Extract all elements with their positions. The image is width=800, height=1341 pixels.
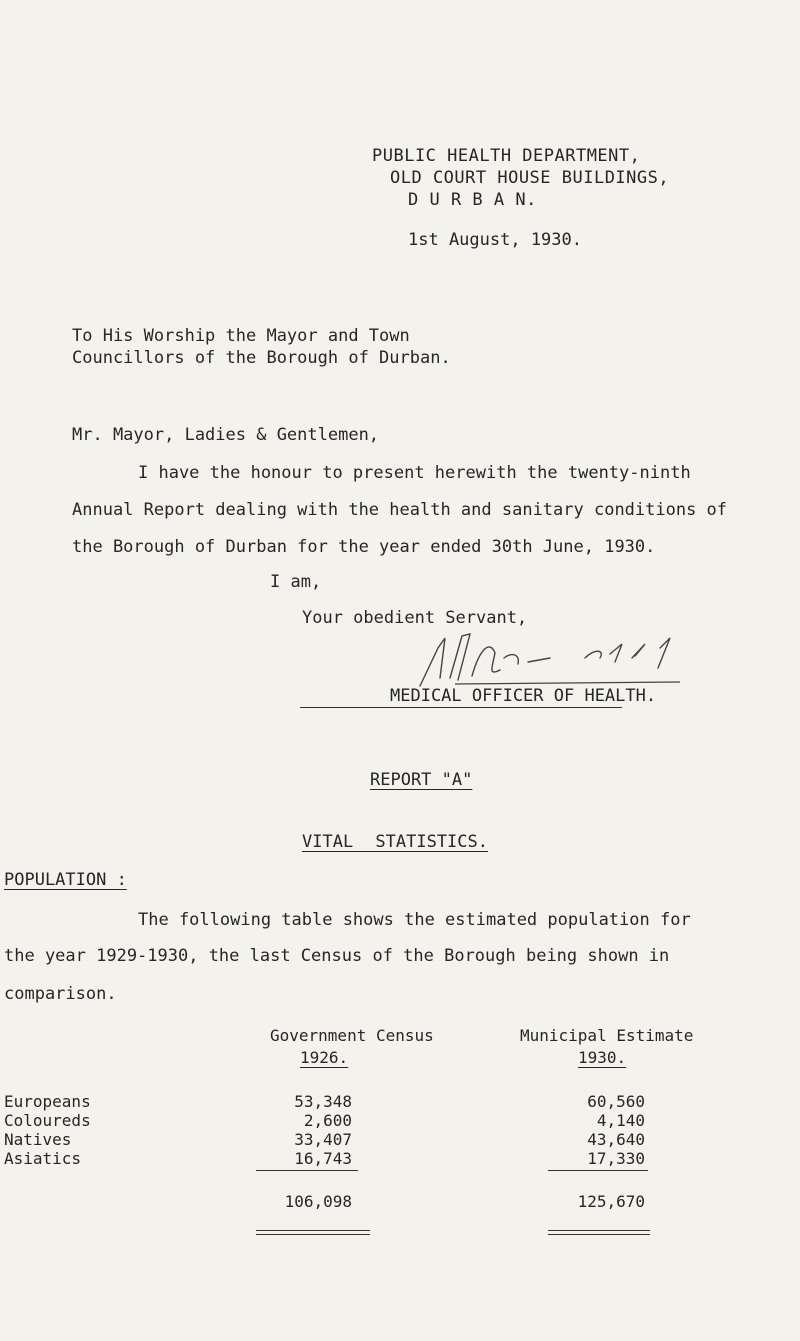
section-heading: VITAL STATISTICS. bbox=[302, 832, 488, 852]
letterhead-line-1: PUBLIC HEALTH DEPARTMENT, bbox=[372, 146, 641, 166]
header-estimate: Municipal Estimate bbox=[520, 1026, 694, 1045]
header-census: Government Census bbox=[270, 1026, 434, 1045]
subtotal-rule-estimate bbox=[548, 1170, 648, 1171]
body-line-2: Annual Report dealing with the health and sanitary conditions of bbox=[72, 500, 728, 520]
report-heading: REPORT "A" bbox=[370, 770, 473, 790]
row-group-asiatics: Asiatics bbox=[4, 1149, 82, 1168]
addressee-line-1: To His Worship the Mayor and Town bbox=[72, 326, 410, 346]
header-census-year: 1926. bbox=[300, 1048, 349, 1067]
row-census-natives: 33,407 bbox=[294, 1130, 352, 1149]
population-para-line-2: the year 1929-1930, the last Census of the Borough being shown in bbox=[4, 946, 670, 966]
row-group-natives: Natives bbox=[4, 1130, 72, 1149]
row-estimate-natives: 43,640 bbox=[587, 1130, 645, 1149]
total-rule-census-2 bbox=[256, 1234, 370, 1235]
total-rule-estimate-2 bbox=[548, 1234, 650, 1235]
letterhead-line-2: OLD COURT HOUSE BUILDINGS, bbox=[390, 168, 670, 188]
signature-rule bbox=[300, 707, 622, 708]
population-para-line-1: The following table shows the estimated population for bbox=[138, 910, 691, 930]
row-estimate-coloureds: 4,140 bbox=[596, 1111, 645, 1130]
signature-title: MEDICAL OFFICER OF HEALTH. bbox=[390, 686, 657, 706]
body-line-3: the Borough of Durban for the year ended 30th June, 1930. bbox=[72, 537, 656, 557]
total-estimate: 125,670 bbox=[577, 1192, 645, 1211]
total-census: 106,098 bbox=[284, 1192, 352, 1211]
addressee-line-2: Councillors of the Borough of Durban. bbox=[72, 348, 451, 368]
salutation: Mr. Mayor, Ladies & Gentlemen, bbox=[72, 425, 380, 445]
closing-line-2: Your obedient Servant, bbox=[302, 608, 528, 628]
total-rule-estimate-1 bbox=[548, 1230, 650, 1231]
population-para-line-3: comparison. bbox=[4, 984, 117, 1004]
total-rule-census-1 bbox=[256, 1230, 370, 1231]
row-census-europeans: 53,348 bbox=[294, 1092, 352, 1111]
letter-date: 1st August, 1930. bbox=[408, 230, 582, 250]
header-estimate-year: 1930. bbox=[578, 1048, 627, 1067]
closing-line-1: I am, bbox=[270, 572, 322, 592]
row-group-europeans: Europeans bbox=[4, 1092, 91, 1111]
row-estimate-europeans: 60,560 bbox=[587, 1092, 645, 1111]
row-census-coloureds: 2,600 bbox=[303, 1111, 352, 1130]
population-label: POPULATION : bbox=[4, 870, 127, 890]
body-line-1: I have the honour to present herewith the twenty-ninth bbox=[138, 463, 691, 483]
row-estimate-asiatics: 17,330 bbox=[587, 1149, 645, 1168]
row-group-coloureds: Coloureds bbox=[4, 1111, 91, 1130]
row-census-asiatics: 16,743 bbox=[294, 1149, 352, 1168]
letterhead-line-3: D U R B A N. bbox=[408, 190, 537, 210]
subtotal-rule-census bbox=[256, 1170, 358, 1171]
